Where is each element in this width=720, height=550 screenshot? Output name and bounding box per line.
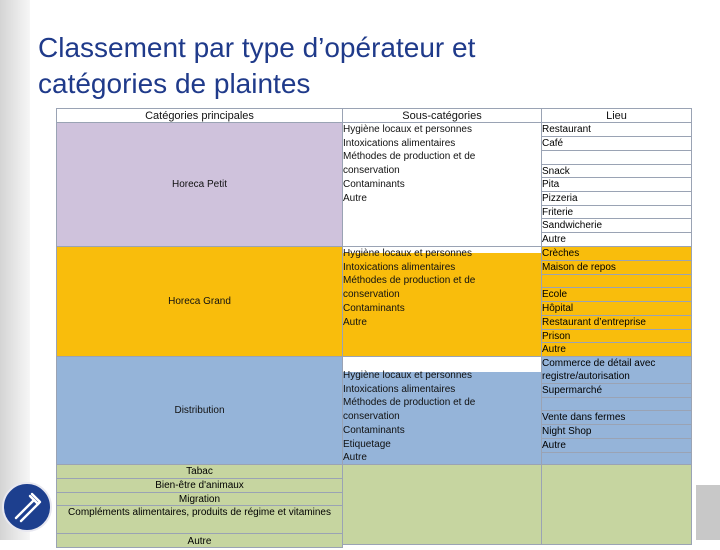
category-label: Distribution [174, 405, 225, 416]
subcategory-item: Autre [343, 316, 367, 328]
place-item: Commerce de détail avec registre/autorisation [542, 357, 692, 384]
place-item [542, 151, 692, 165]
place-item: Maison de repos [542, 261, 692, 275]
other-category-item: Autre [56, 534, 343, 548]
place-item [542, 453, 692, 465]
subcategory-item: Intoxications alimentaires [343, 261, 456, 273]
place-item: Café [542, 137, 692, 151]
slide-title [38, 30, 698, 102]
other-category-item: Tabac [56, 465, 343, 479]
place-item: Supermarché [542, 384, 692, 398]
other-category-item: Bien-être d'animaux [56, 479, 343, 493]
category-horeca-grand [56, 247, 343, 357]
place-item: Sandwicherie [542, 219, 692, 233]
place-item: Autre [542, 439, 692, 453]
header-place: Lieu [542, 108, 692, 123]
other-places-cell [542, 465, 692, 545]
subcategory-item: Autre [343, 452, 367, 464]
right-decor-bar [696, 485, 720, 540]
complaints-table [56, 108, 692, 547]
subcategory-item: Hygiène locaux et personnes [343, 124, 472, 135]
category-label: Horeca Petit [171, 179, 228, 190]
fork-knife-icon [4, 484, 50, 530]
subcategory-item: Contaminants [343, 178, 405, 190]
left-decor-bar [0, 0, 30, 540]
subcategory-item: Intoxications alimentaires [343, 137, 456, 149]
subcategory-item: Méthodes de production et de [343, 275, 476, 287]
place-item [542, 275, 692, 288]
subcategory-item: conservation [343, 411, 400, 423]
place-item: Night Shop [542, 425, 692, 439]
place-item: Vente dans fermes [542, 411, 692, 425]
other-category-item: Migration [56, 493, 343, 506]
other-category-item: Compléments alimentaires, produits de régime et vitamines [56, 506, 343, 534]
other-subcategories-cell [343, 465, 542, 545]
place-item: Crèches [542, 247, 692, 261]
place-item: Restaurant [542, 123, 692, 137]
subcategory-item: conservation [343, 165, 400, 177]
place-item: Hôpital [542, 302, 692, 316]
header-subcategory: Sous-catégories [343, 108, 542, 123]
subcategory-item: Autre [343, 192, 367, 204]
subcategory-item: Hygiène locaux et personnes [343, 370, 472, 381]
subcategories-horeca-grand [343, 247, 542, 357]
place-item: Snack [542, 165, 692, 178]
category-label: Horeca Grand [168, 296, 231, 307]
place-item: Prison [542, 330, 692, 343]
place-item: Pita [542, 178, 692, 192]
header-category: Catégories principales [56, 108, 343, 123]
place-item: Friterie [542, 206, 692, 219]
place-item: Restaurant d’entreprise [542, 316, 692, 330]
place-item: Ecole [542, 288, 692, 302]
subcategory-item: Etiquetage [343, 438, 391, 450]
slide-title-line2: catégories de plaintes [38, 68, 311, 99]
slide-title-line1: Classement par type d’opérateur et [38, 32, 476, 63]
category-distribution [56, 357, 343, 465]
subcategory-item: Hygiène locaux et personnes [343, 248, 472, 259]
subcategory-item: conservation [343, 289, 400, 301]
subcategories-distribution [343, 357, 542, 465]
place-item [542, 398, 692, 411]
place-item: Autre [542, 343, 692, 357]
place-item: Autre [542, 233, 692, 247]
subcategory-item: Contaminants [343, 302, 405, 314]
place-item: Pizzeria [542, 192, 692, 206]
subcategory-item: Méthodes de production et de [343, 151, 476, 163]
category-horeca-petit [56, 123, 343, 247]
logo [2, 482, 52, 532]
subcategories-horeca-petit [343, 123, 542, 247]
subcategory-item: Intoxications alimentaires [343, 383, 456, 395]
subcategory-item: Méthodes de production et de [343, 397, 476, 409]
subcategory-item: Contaminants [343, 424, 405, 436]
